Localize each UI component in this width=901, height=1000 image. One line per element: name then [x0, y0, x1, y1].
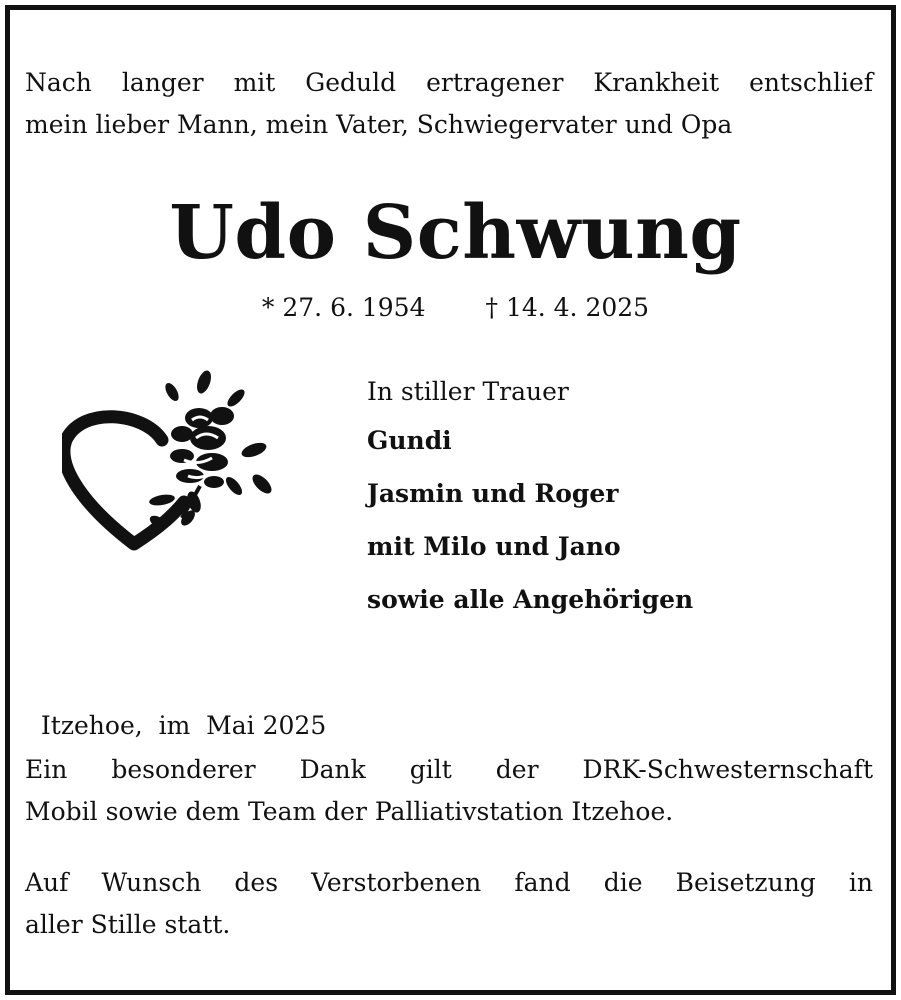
intro-line-1: Nach langer mit Geduld ertragener Krankheit entschlief — [25, 68, 873, 97]
mourner-name: Gundi — [367, 426, 452, 455]
mourner-name: Jasmin und Roger — [367, 479, 619, 508]
burial-line-1: Auf Wunsch des Verstorbenen fand die Beisetzung in — [25, 868, 873, 897]
mourning-phrase: In stiller Trauer — [367, 377, 569, 406]
mourners-block — [367, 370, 867, 626]
burial-line-2: aller Stille statt. — [25, 910, 231, 939]
thanks-line-1: Ein besonderer Dank gilt der DRK-Schwesternschaft — [25, 755, 873, 784]
mourner-name: sowie alle Angehörigen — [367, 585, 694, 614]
heart-with-rose-icon — [62, 368, 282, 553]
mourner-name: mit Milo und Jano — [367, 532, 621, 561]
death-date: † 14. 4. 2025 — [485, 293, 650, 322]
intro-line-2: mein lieber Mann, mein Vater, Schwiegervater und Opa — [25, 110, 733, 139]
place-date — [25, 663, 873, 747]
birth-date: * 27. 6. 1954 — [261, 293, 426, 322]
life-dates — [0, 288, 901, 328]
intro-text — [25, 62, 873, 146]
deceased-name: Udo Schwung — [169, 190, 742, 276]
thanks-text — [25, 749, 873, 833]
thanks-line-2: Mobil sowie dem Team der Palliativstation Itzehoe. — [25, 797, 674, 826]
burial-text — [25, 862, 873, 946]
place-date-text: Itzehoe, im Mai 2025 — [40, 711, 327, 740]
